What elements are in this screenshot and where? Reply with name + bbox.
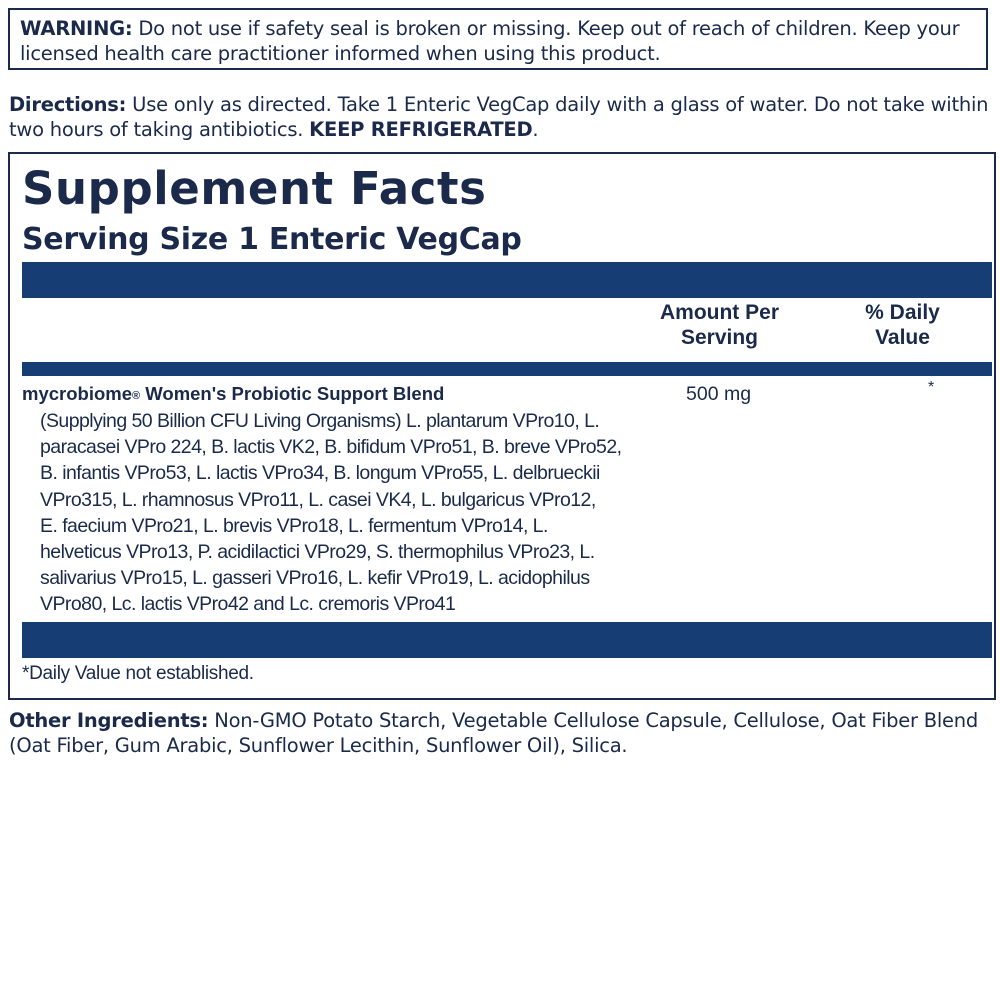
amount-per-serving-header — [642, 300, 797, 350]
blend-line: VPro80, Lc. lactis VPro42 and Lc. cremoris VPro41 — [40, 593, 456, 616]
warning-text: Do not use if safety seal is broken or missing. Keep out of reach of children. Keep your licensed health care practitioner informed when using this product. — [20, 17, 960, 65]
blend-line: E. faecium VPro21, L. brevis VPro18, L. fermentum VPro14, L. — [40, 514, 548, 537]
divider-bar — [22, 362, 992, 376]
other-ingredients-text: Non-GMO Potato Starch, Vegetable Cellulose Capsule, Cellulose, Oat Fiber Blend (Oat Fiber, Gum Arabic, Sunflower Lecithin, Sunflower Oil), Silica. — [9, 709, 979, 757]
blend-title: Women's Probiotic Support Blend — [140, 383, 445, 404]
blend-daily-value: * — [928, 379, 935, 396]
dv-header-line-2: Value — [875, 326, 930, 349]
blend-line: (Supplying 50 Billion CFU Living Organisms) L. plantarum VPro10, L. — [40, 410, 600, 432]
directions-emphasis: KEEP REFRIGERATED — [309, 118, 533, 141]
header-bar — [22, 262, 992, 298]
directions-label: Directions: — [9, 93, 127, 116]
other-ingredients — [9, 708, 994, 758]
blend-line: VPro315, L. rhamnosus VPro11, L. casei VK4, L. bulgaricus VPro12, — [40, 488, 596, 511]
directions — [9, 92, 994, 142]
daily-value-footnote: *Daily Value not established. — [22, 663, 254, 684]
blend-line: paracasei VPro 224, B. lactis VK2, B. bifidum VPro51, B. breve VPro52, — [40, 436, 622, 459]
warning-label: WARNING: — [20, 17, 133, 40]
facts-title: Supplement Facts — [22, 162, 487, 215]
blend-line: B. infantis VPro53, L. lactis VPro34, B. longum VPro55, L. delbrueckii — [40, 462, 600, 485]
blend-ingredients — [40, 408, 630, 618]
supplement-facts-panel — [8, 152, 996, 700]
warning-box — [8, 8, 988, 70]
blend-brand: mycrobiome — [22, 383, 133, 404]
serving-size: Serving Size 1 Enteric VegCap — [22, 222, 522, 257]
blend-amount: 500 mg — [686, 383, 752, 405]
blend-line: helveticus VPro13, P. acidilactici VPro29, S. thermophilus VPro23, L. — [40, 541, 595, 564]
amount-header-line-2: Serving — [680, 326, 759, 349]
registered-mark: ® — [132, 390, 141, 402]
directions-text: Use only as directed. Take 1 Enteric VegCap daily with a glass of water. Do not take within two hours of taking antibiotics. — [9, 93, 989, 141]
daily-value-header — [830, 300, 975, 350]
footer-bar — [22, 622, 992, 658]
blend-line: salivarius VPro15, L. gasseri VPro16, L. kefir VPro19, L. acidophilus — [40, 567, 590, 590]
dv-header-line-1: % Daily — [865, 301, 940, 324]
other-ingredients-label: Other Ingredients: — [9, 709, 209, 732]
blend-name — [22, 382, 444, 408]
amount-header-line-1: Amount Per — [659, 301, 779, 324]
directions-end: . — [532, 118, 539, 141]
